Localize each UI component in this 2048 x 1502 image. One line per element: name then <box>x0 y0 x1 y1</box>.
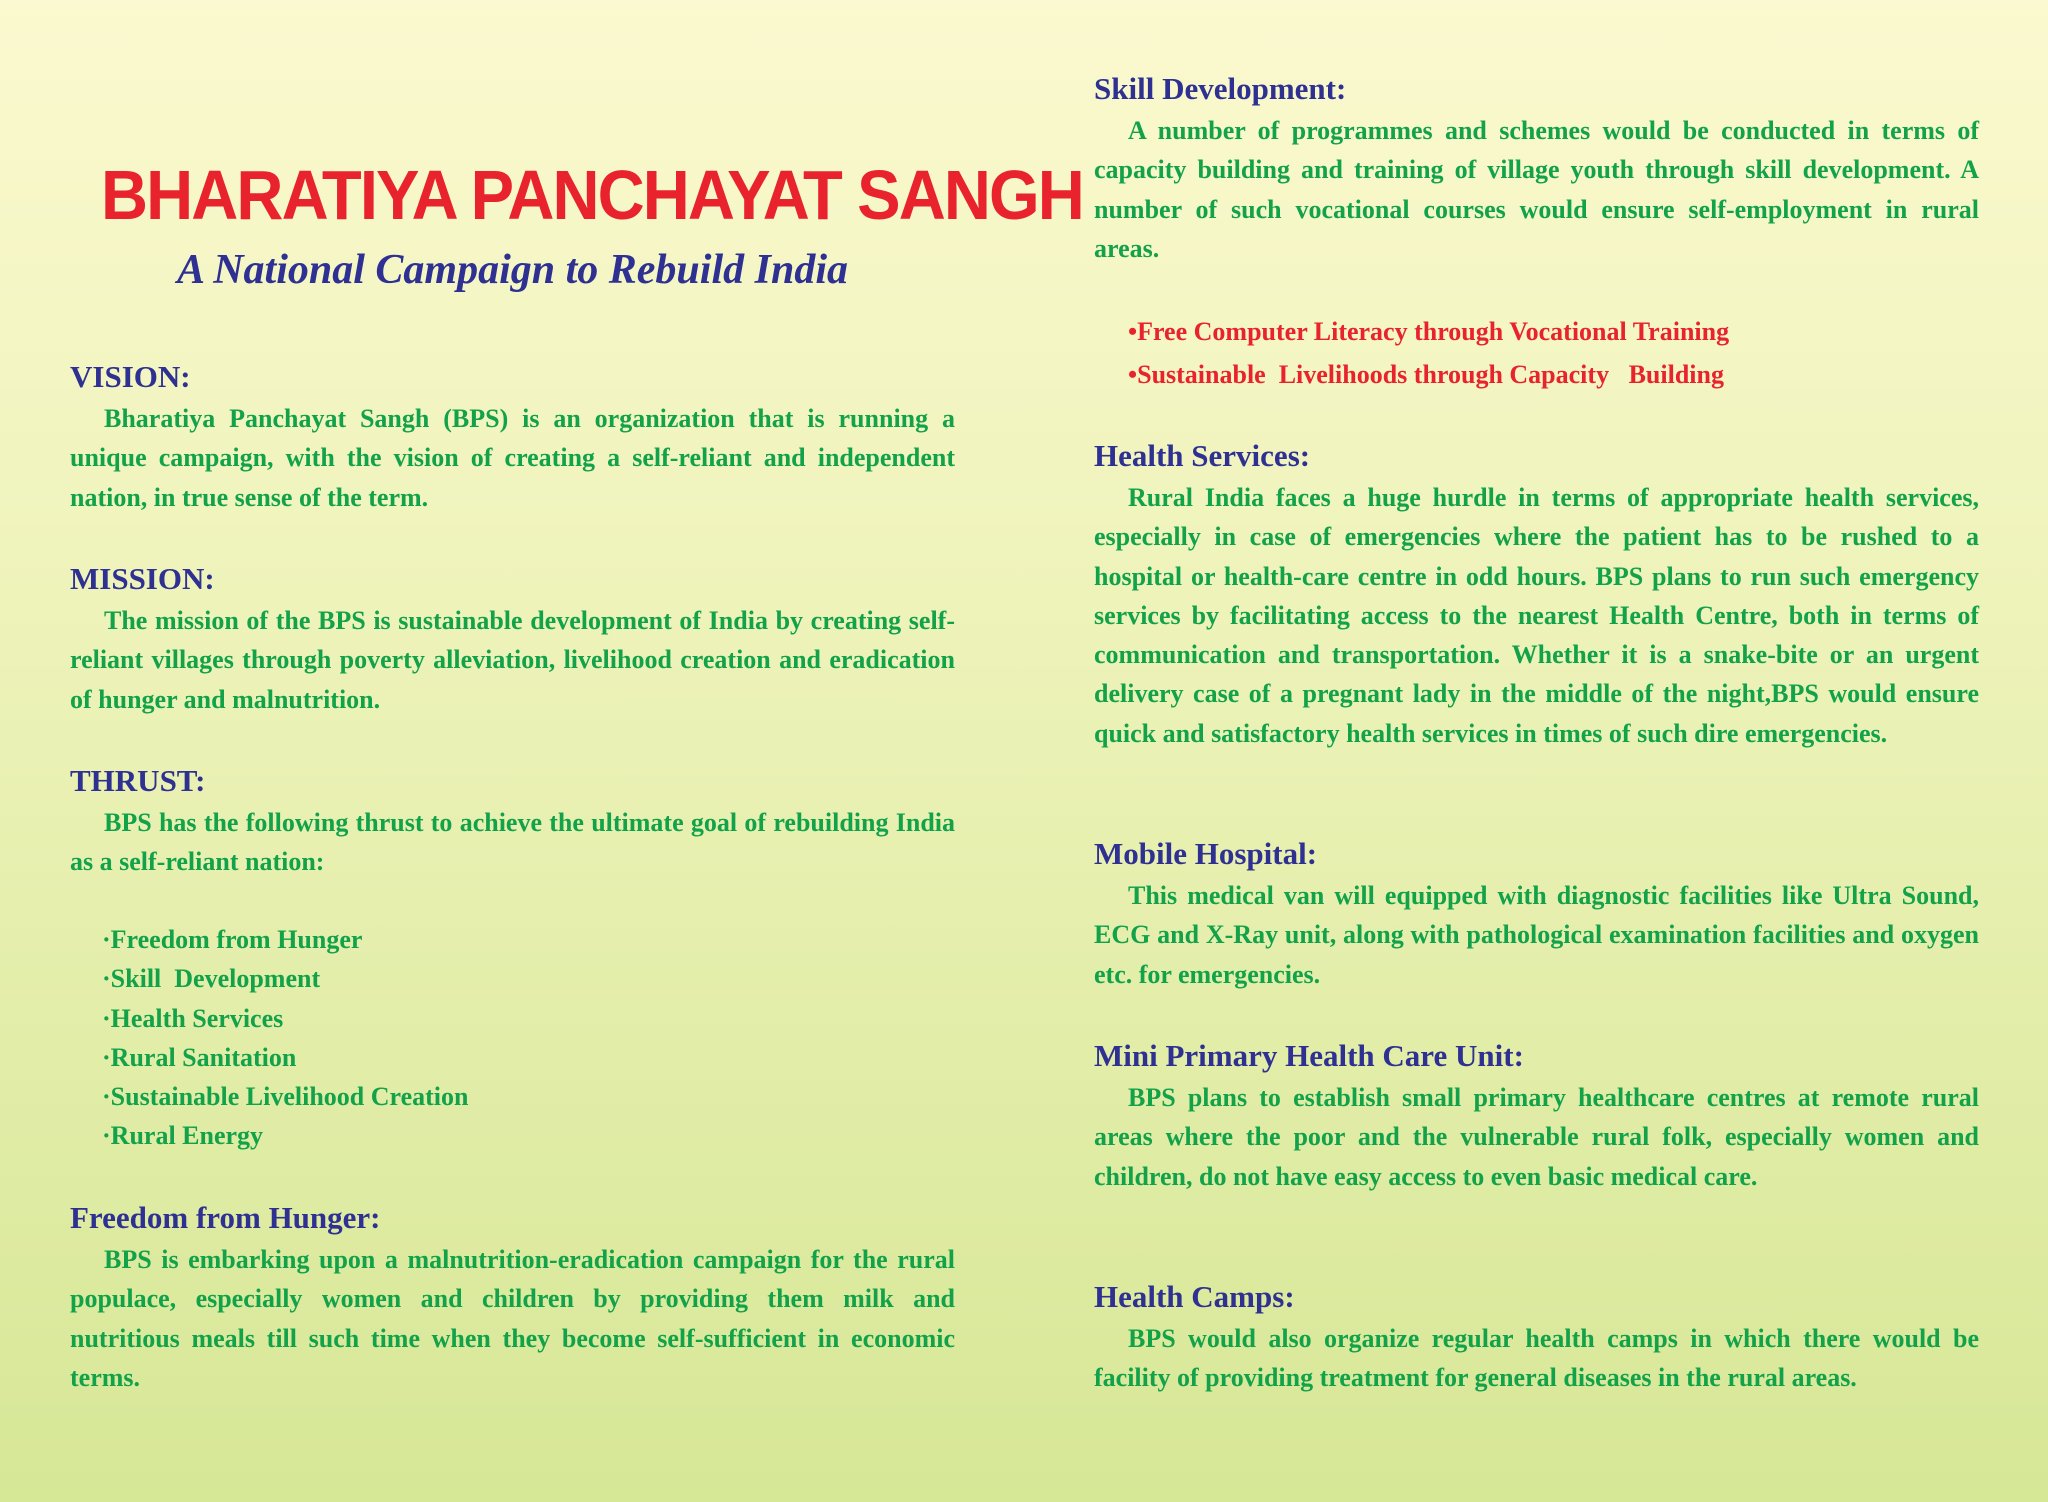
skill-development-text: A number of programmes and schemes would be conducted in terms of capacity building and training of village youth through skill development. A number of such vocational courses would ensure self-employment in rural areas. <box>1094 116 1979 263</box>
health-services-text: Rural India faces a huge hurdle in terms of appropriate health services, especially in case of emergencies where the patient has to be rushed to a hospital or health-care centre in odd hours. BPS plans to run such emergency services by facilitating access to the nearest Health Centre, both in terms of communication and transportation. Whether it is a snake-bite or an urgent delivery case of a pregnant lady in the middle of the night,BPS would ensure quick and satisfactory health services in times of such dire emergencies. <box>1094 483 1979 748</box>
skill-development-heading: Skill Development: <box>1094 71 1347 106</box>
freedom-from-hunger-text: BPS is embarking upon a malnutrition-eradication campaign for the rural populace, especially women and children by providing them milk and nutritious meals till such time when they become self-sufficient in economic terms. <box>70 1245 955 1392</box>
list-item: ·Freedom from Hunger <box>102 925 363 954</box>
mobile-hospital-heading: Mobile Hospital: <box>1094 836 1318 871</box>
mission-text: The mission of the BPS is sustainable development of India by creating self-reliant villages through poverty alleviation, livelihood creation and eradication of hunger and malnutrition. <box>70 606 955 714</box>
list-item: ·Health Services <box>102 1003 284 1033</box>
list-item: ·Skill Development <box>102 964 321 994</box>
list-item: •Sustainable Livelihoods through Capacity Building <box>1128 360 1724 389</box>
page-title: BHARATIYA PANCHAYAT SANGH <box>100 156 1083 234</box>
mission-heading: MISSION: <box>70 561 215 596</box>
list-item: ·Rural Sanitation <box>102 1042 297 1072</box>
thrust-list <box>102 920 468 1156</box>
mini-phc-heading: Mini Primary Health Care Unit: <box>1094 1038 1524 1073</box>
list-item: ·Sustainable Livelihood Creation <box>102 1082 469 1112</box>
vision-text: Bharatiya Panchayat Sangh (BPS) is an organization that is running a unique campaign, with the vision of creating a self-reliant and independent nation, in true sense of the term. <box>70 404 955 512</box>
thrust-heading: THRUST: <box>70 763 206 798</box>
mini-phc-text: BPS plans to establish small primary healthcare centres at remote rural areas where the poor and the vulnerable rural folk, especially women and children, do not have easy access to even basic medical care. <box>1094 1083 1979 1191</box>
mobile-hospital-text: This medical van will equipped with diagnostic facilities like Ultra Sound, ECG and X-Ray unit, along with pathological examination facilities and oxygen etc. for emergencies. <box>1094 881 1979 989</box>
thrust-text: BPS has the following thrust to achieve the ultimate goal of rebuilding India as a self-reliant nation: <box>70 808 955 877</box>
list-item: •Free Computer Literacy through Vocational Training <box>1128 317 1730 346</box>
skill-development-list <box>1128 310 1729 396</box>
health-camps-text: BPS would also organize regular health camps in which there would be facility of providing treatment for general diseases in the rural areas. <box>1094 1324 1979 1393</box>
health-camps-heading: Health Camps: <box>1094 1279 1295 1314</box>
vision-heading: VISION: <box>70 359 191 394</box>
page-subtitle: A National Campaign to Rebuild India <box>177 247 848 293</box>
list-item: ·Rural Energy <box>102 1121 264 1151</box>
health-services-heading: Health Services: <box>1094 438 1311 473</box>
freedom-from-hunger-heading: Freedom from Hunger: <box>70 1200 381 1235</box>
